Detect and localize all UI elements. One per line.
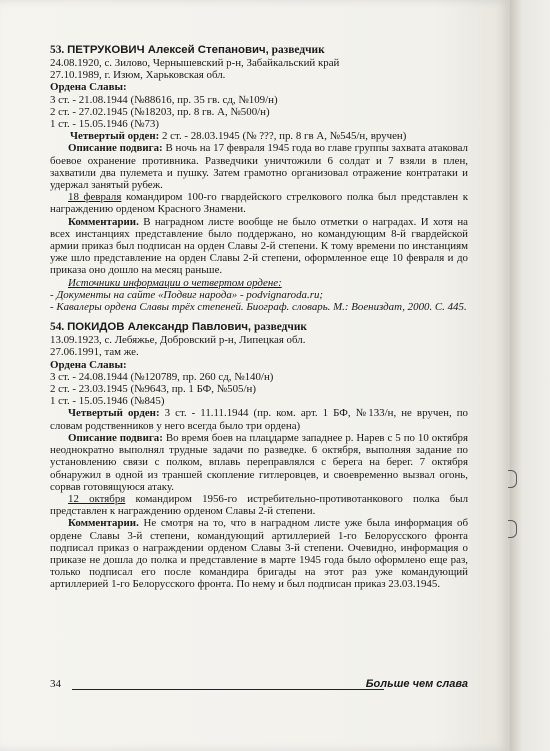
entry-name: ПЕТРУКОВИЧ Алексей Степанович, — [67, 44, 269, 56]
entry-number: 54. — [50, 321, 65, 334]
footer-rule — [72, 689, 384, 690]
page-footer — [50, 678, 468, 692]
page-number: 34 — [50, 678, 61, 690]
fourth-order-label: Четвертый орден: — [70, 130, 160, 143]
entry-gap — [50, 313, 468, 321]
binding-staple — [508, 470, 517, 488]
book-spine — [510, 0, 550, 751]
entry-54-nomination — [50, 493, 468, 517]
entry-name: ПОКИДОВ Александр Павлович, — [67, 321, 252, 334]
entry-role: разведчик — [271, 44, 325, 56]
binding-staple — [508, 520, 517, 538]
entry-53-heading — [50, 44, 468, 57]
entry-53-orders-heading: Ордена Славы: — [50, 81, 127, 94]
feat-label: Описание подвига: — [68, 431, 163, 444]
nomination-text: командиром 1956-го истребительно-противотанкового полка был представлен к награждению орденом Славы 2-й степени. — [50, 492, 468, 518]
feat-label: Описание подвига: — [68, 142, 163, 155]
entry-role: разведчик — [253, 321, 307, 334]
entry-54-order-3: 1 ст. - 15.05.1946 (№845) — [50, 395, 165, 408]
entry-54-comment — [50, 517, 468, 590]
entry-54-order-2: 2 ст. - 23.03.1945 (№9643, пр. 1 БФ, №505/н) — [50, 383, 256, 396]
fourth-order-label: Четвертый орден: — [68, 407, 160, 420]
feat-text: Во время боев на плацдарме западнее р. Нарев с 5 по 10 октября неоднократно выполнял трудные задачи по разведке. 6 октября, выполняя задание по установлению связи с полком, вплавь переправлялся с берега на берег. 7 октября обнаружил в одной из траншей скопление гитлеровцев, и своевременно вызвал огонь, сорвав готовящуюся атаку. — [50, 431, 468, 493]
feat-text: В ночь на 17 февраля 1945 года во главе группы захвата атаковал боевое охранение противника. Разведчики уничтожили 6 солдат и 7 взяли в плен, захватили два пулемета и пушку. Затем грамотно организовал отражение контратаки и удержал занятый рубеж. — [50, 142, 468, 192]
nomination-text: командиром 100-го гвардейского стрелкового полка был представлен к награждению орденом Красного Знамени. — [50, 191, 468, 216]
entry-number: 53. — [50, 44, 65, 56]
entry-53-born: 24.08.1920, с. Зилово, Чернышевский р-н, Забайкальский край — [50, 57, 340, 69]
entry-53-comment — [50, 216, 468, 277]
entry-54-fourth-order — [50, 407, 468, 431]
entry-54-heading — [50, 321, 468, 334]
entry-54-died: 27.06.1991, там же. — [50, 346, 139, 359]
entry-53-source-2: - Кавалеры ордена Славы трёх степеней. Биограф. словарь. М.: Воениздат, 2000. С. 445. — [50, 301, 467, 314]
entry-53-order-1: 3 ст. - 21.08.1944 (№88616, пр. 35 гв. сд, №109/н) — [50, 93, 278, 106]
entry-53-order-2: 2 ст. - 27.02.1945 (№18203, пр. 8 гв. А, №500/н) — [50, 105, 270, 118]
comment-label: Комментарии. — [68, 215, 139, 228]
entry-53-source-1: - Документы на сайте «Подвиг народа» - podvignaroda.ru; — [50, 288, 324, 301]
entry-53-died: 27.10.1989, г. Изюм, Харьковская обл. — [50, 69, 226, 82]
nomination-date: 18 февраля — [68, 191, 122, 204]
entry-53-feat — [50, 142, 468, 191]
fourth-order-text: 2 ст. - 28.03.1945 (№ ???, пр. 8 гв А, №545/н, вручен) — [162, 130, 407, 143]
comment-label: Комментарии. — [68, 517, 139, 530]
page-content — [50, 44, 468, 591]
entry-54-order-1: 3 ст. - 24.08.1944 (№120789, пр. 260 сд, №140/н) — [50, 370, 274, 383]
entry-53-fourth-order — [50, 130, 468, 142]
entry-53-nomination — [50, 191, 468, 215]
entry-54-feat — [50, 432, 468, 493]
nomination-date: 12 октября — [68, 492, 126, 505]
book-title: Больше чем слава — [365, 678, 468, 690]
fourth-order-text: 3 ст. - 11.11.1944 (пр. ком. арт. 1 БФ, №133/н, не вручен, по словам родственников у него всегда было три ордена) — [50, 407, 468, 432]
comment-text: Не смотря на то, что в наградном листе уже была информация об ордене Славы 3-й степени, командующий артиллерией 1-го Белорусского фронта подписал приказ о награждении орденом Славы 3-й степени. Очевидно, информация о приказе не дошла до полка и представление в марте 1945 года было оформлено еще раз, только подписал его после командира бригады на этот раз уже командующий артиллерией 1-го Белорусского фронта. По нему и был подписан приказ 23.03.1945. — [50, 517, 468, 591]
comment-text: В наградном листе вообще не было отметки о наградах. И хотя на всех инстанциях представление было поддержано, но командующим 8-й гвардейской армии приказ был подписан на орден Славы 2-й степени. К тому времени по инстанциям уже шло представление на орден Славы 2-й степени, оформленное еще 10 февраля и до приказа оно дошло на месяц раньше. — [50, 215, 468, 277]
entry-54-orders-heading: Ордена Славы: — [50, 358, 127, 371]
entry-54-born: 13.09.1923, с. Лебяжье, Добровский р-н, Липецкая обл. — [50, 334, 306, 347]
entry-53-order-3: 1 ст. - 15.05.1946 (№73) — [50, 118, 160, 131]
entry-53-sources-heading: Источники информации о четвертом ордене: — [68, 276, 282, 289]
